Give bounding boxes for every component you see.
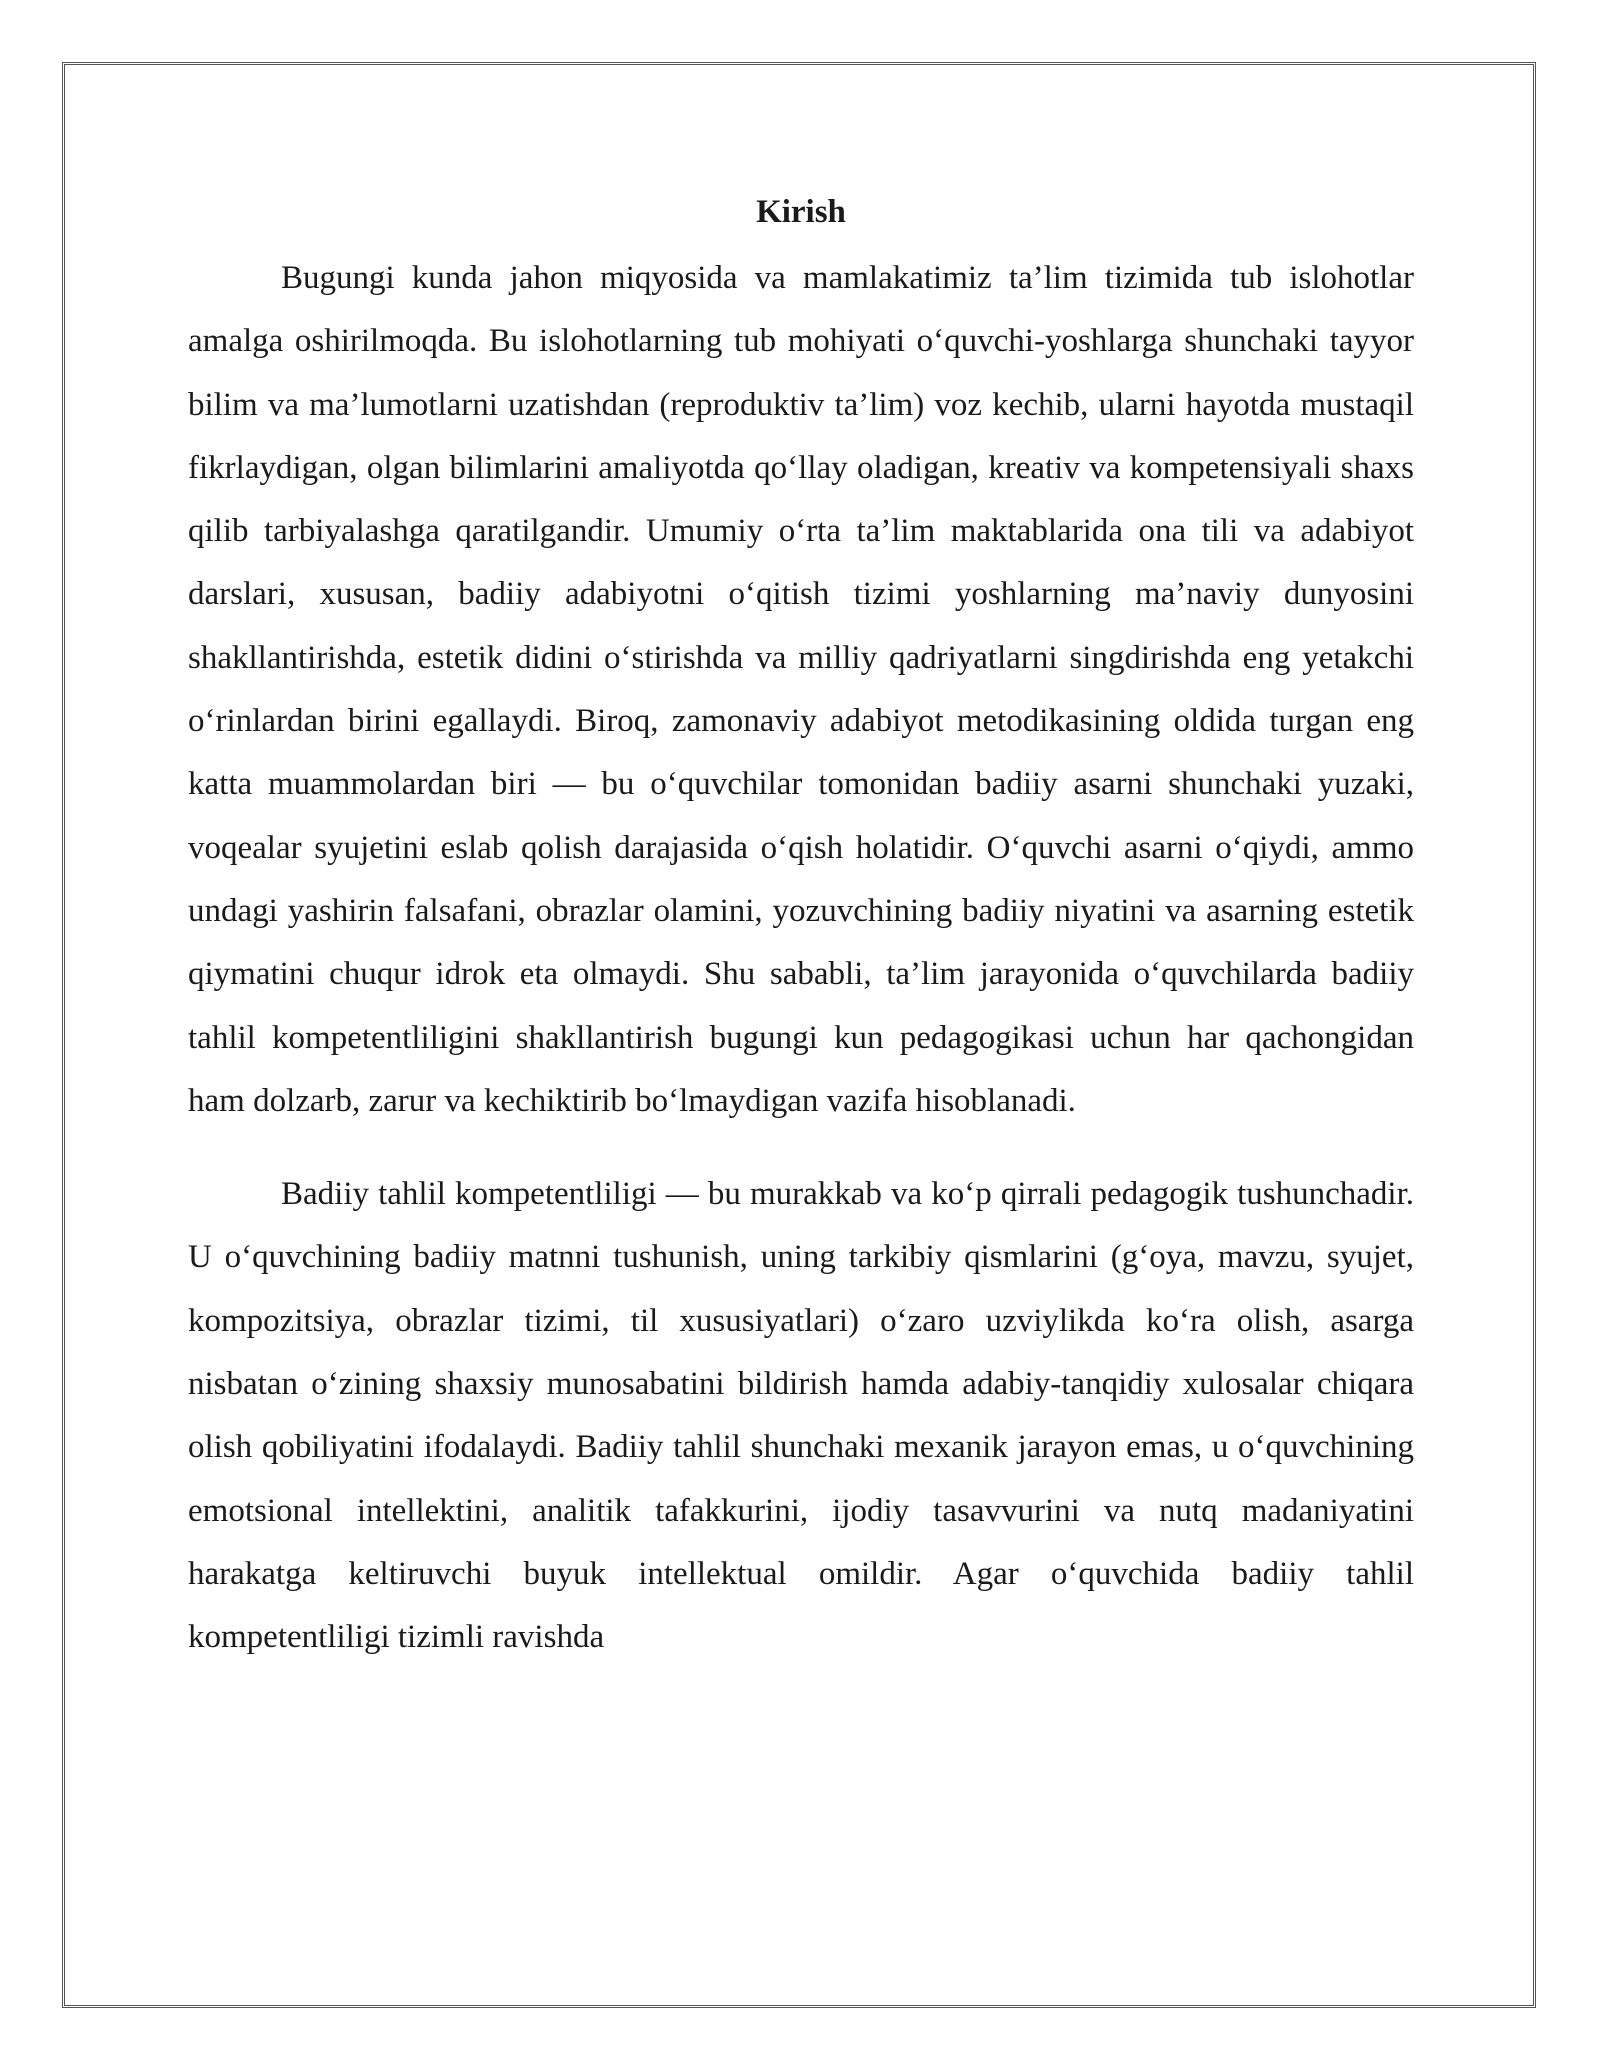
- paragraph-2: Badiiy tahlil kompetentliligi — bu murakkab va ko‘p qirrali pedagogik tushunchadir. U o‘quvchining badiiy matnni tushunish, uning tarkibiy qismlarini (g‘oya, mavzu, syujet, kompozitsiya, obrazlar tizimi, til xususiyatlari) o‘zaro uzviylikda ko‘ra olish, asarga nisbatan o‘zining shaxsiy munosabatini bildirish hamda adabiy-tanqidiy xulosalar chiqara olish qobiliyatini ifodalaydi. Badiiy tahlil shunchaki mexanik jarayon emas, u o‘quvchining emotsional intellektini, analitik tafakkurini, ijodiy tasavvurini va nutq madaniyatini harakatga keltiruvchi buyuk intellektual omildir. Agar o‘quvchida badiiy tahlil kompetentliligi tizimli ravishda: [188, 1176, 1414, 1656]
- document-body: [188, 185, 1414, 1670]
- paragraph-1: Bugungi kunda jahon miqyosida va mamlakatimiz ta’lim tizimida tub islohotlar amalga oshirilmoqda. Bu islohotlarning tub mohiyati o‘quvchi-yoshlarga shunchaki tayyor bilim va ma’lumotlarni uzatishdan (reproduktiv ta’lim) voz kechib, ularni hayotda mustaqil fikrlaydigan, olgan bilimlarini amaliyotda qo‘llay oladigan, kreativ va kompetensiyali shaxs qilib tarbiyalashga qaratilgandir. Umumiy o‘rta ta’lim maktablarida ona tili va adabiyot darslari, xususan, badiiy adabiyotni o‘qitish tizimi yoshlarning ma’naviy dunyosini shakllantirishda, estetik didini o‘stirishda va milliy qadriyatlarni singdirishda eng yetakchi o‘rinlardan birini egallaydi. Biroq, zamonaviy adabiyot metodikasining oldida turgan eng katta muammolardan biri — bu o‘quvchilar tomonidan badiiy asarni shunchaki yuzaki, voqealar syujetini eslab qolish darajasida o‘qish holatidir. O‘quvchi asarni o‘qiydi, ammo undagi yashirin falsafani, obrazlar olamini, yozuvchining badiiy niyatini va asarning estetik qiymatini chuqur idrok eta olmaydi. Shu sababli, ta’lim jarayonida o‘quvchilarda badiiy tahlil kompetentliligini shakllantirish bugungi kun pedagogikasi uchun har qachongidan ham dolzarb, zarur va kechiktirib bo‘lmaydigan vazifa hisoblanadi.: [188, 260, 1414, 1119]
- document-title: Kirish: [756, 194, 846, 230]
